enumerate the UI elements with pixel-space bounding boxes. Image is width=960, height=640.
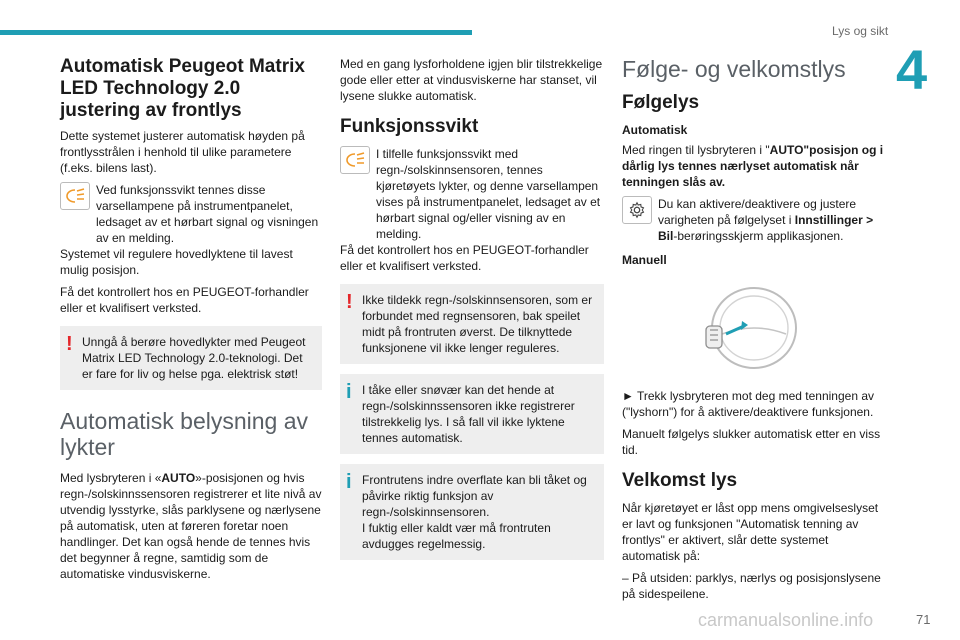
paragraph-auto: Med lysbryteren i «AUTO»-posisjonen og hvis regn-/solskinnssensoren registrerer et lite nivå av utvendig lysstyrke, slås parklysene og nærlysene på automatisk, uten at føreren foretar noen handlinger. Det kan også hende de tennes hvis det begynner å regne, samtidig som de automatiske vindusviskerne. xyxy=(60,471,322,581)
warning-box xyxy=(60,326,322,390)
info-box xyxy=(340,374,604,454)
warning-icon: ! xyxy=(66,333,73,355)
watermark: carmanualsonline.info xyxy=(698,610,874,630)
gear-icon xyxy=(622,196,652,224)
info-text: I tåke eller snøvær kan det hende at regn-/solskinnssensoren ikke registrerer tilstrekkelig lys. I så fall vil ikke lyktene tennes automatisk. xyxy=(362,383,575,445)
column-2 xyxy=(340,56,604,570)
label-automatic: Automatisk xyxy=(622,123,688,137)
section-title: Lys og sikt xyxy=(832,24,889,38)
paragraph: Systemet vil regulere hovedlyktene til lavest mulig posisjon. xyxy=(60,247,293,277)
heading-welcome-lights: Velkomst lys xyxy=(622,470,738,491)
heading-malfunction: Funksjonssvikt xyxy=(340,116,479,137)
paragraph: Når kjøretøyet er låst opp mens omgivelseslyset er lavt og funksjonen "Automatisk tenning av frontlys" er aktivert, slår dette systemet automatisk på: xyxy=(622,501,879,563)
icon-paragraph xyxy=(622,196,884,244)
icon-paragraph xyxy=(340,146,604,242)
warning-text: Ikke tildekk regn-/solskinnsensoren, som er forbundet med regnsensoren, bak speilet midt på frontruten øverst. De tilknyttede funksjonene vil ikke lenger reguleres. xyxy=(362,293,593,355)
steering-wheel-illustration xyxy=(692,282,884,378)
chapter-number: 4 xyxy=(896,38,928,101)
paragraph: Få det kontrollert hos en PEUGEOT-forhandler eller et kvalifisert verksted. xyxy=(340,243,589,273)
icon-paragraph-text: Du kan aktivere/deaktivere og justere varigheten på følgelyset i Innstillinger > Bil-berøringsskjerm applikasjonen. xyxy=(658,197,874,243)
paragraph: – På utsiden: parklys, nærlys og posisjonslysene på sidespeilene. xyxy=(622,571,881,601)
info-box xyxy=(340,464,604,560)
paragraph-auto-follow: Med ringen til lysbryteren i "AUTO"posisjon og i dårlig lys tennes nærlyset automatisk når tenningen slås av. xyxy=(622,143,884,189)
top-accent-bar xyxy=(0,30,472,35)
paragraph: Med en gang lysforholdene igjen blir tilstrekkelige gode eller etter at vindusviskerne har stanset, vil lysene slukke automatisk. xyxy=(340,57,603,103)
heading-follow-lights: Følgelys xyxy=(622,92,700,113)
paragraph: Få det kontrollert hos en PEUGEOT-forhandler eller et kvalifisert verksted. xyxy=(60,285,309,315)
paragraph: Dette systemet justerer automatisk høyden på frontlysstrålen i henhold til ulike parametere (f.eks. bilens last). xyxy=(60,129,305,175)
info-icon: i xyxy=(346,471,352,493)
heading-auto-lights: Automatisk belysning av lykter xyxy=(60,408,309,460)
heading-matrix-led: Automatisk Peugeot Matrix LED Technology 2.0 justering av frontlys xyxy=(60,56,305,121)
icon-paragraph-text: I tilfelle funksjonssvikt med regn-/solskinnsensoren, tennes kjøretøyets lykter, og denne varsellampen vises på instrumentpanelet, ledsaget av et hørbart signal og/eller visning av en melding. xyxy=(376,147,601,241)
warning-box xyxy=(340,284,604,364)
page-number: 71 xyxy=(916,612,931,627)
paragraph: Manuelt følgelys slukker automatisk etter en viss tid. xyxy=(622,427,881,457)
paragraph: ► Trekk lysbryteren mot deg med tenningen av ("lyshorn") for å aktivere/deaktivere funksjonen. xyxy=(622,389,874,419)
warning-text: Unngå å berøre hovedlykter med Peugeot Matrix LED Technology 2.0-teknologi. Det er fare for liv og helse pga. elektrisk støt! xyxy=(82,335,306,381)
warning-icon: ! xyxy=(346,291,353,313)
heading-follow-me: Følge- og velkomstlys xyxy=(622,56,846,82)
info-icon: i xyxy=(346,381,352,403)
icon-paragraph xyxy=(60,182,322,246)
icon-paragraph-text: Ved funksjonssvikt tennes disse varsellampene på instrumentpanelet, ledsaget av et hørbart signal og visningen av en melding. xyxy=(96,183,319,245)
column-3 xyxy=(622,56,884,608)
column-1 xyxy=(60,56,322,588)
headlamp-warning-icon xyxy=(60,182,90,210)
headlamp-warning-icon xyxy=(340,146,370,174)
info-text: Frontrutens indre overflate kan bli tåket og påvirke riktig funksjon av regn-/solskinnsensoren. I fuktig eller kaldt vær må frontruten avdugges regelmessig. xyxy=(362,473,587,551)
label-manual: Manuell xyxy=(622,253,667,267)
